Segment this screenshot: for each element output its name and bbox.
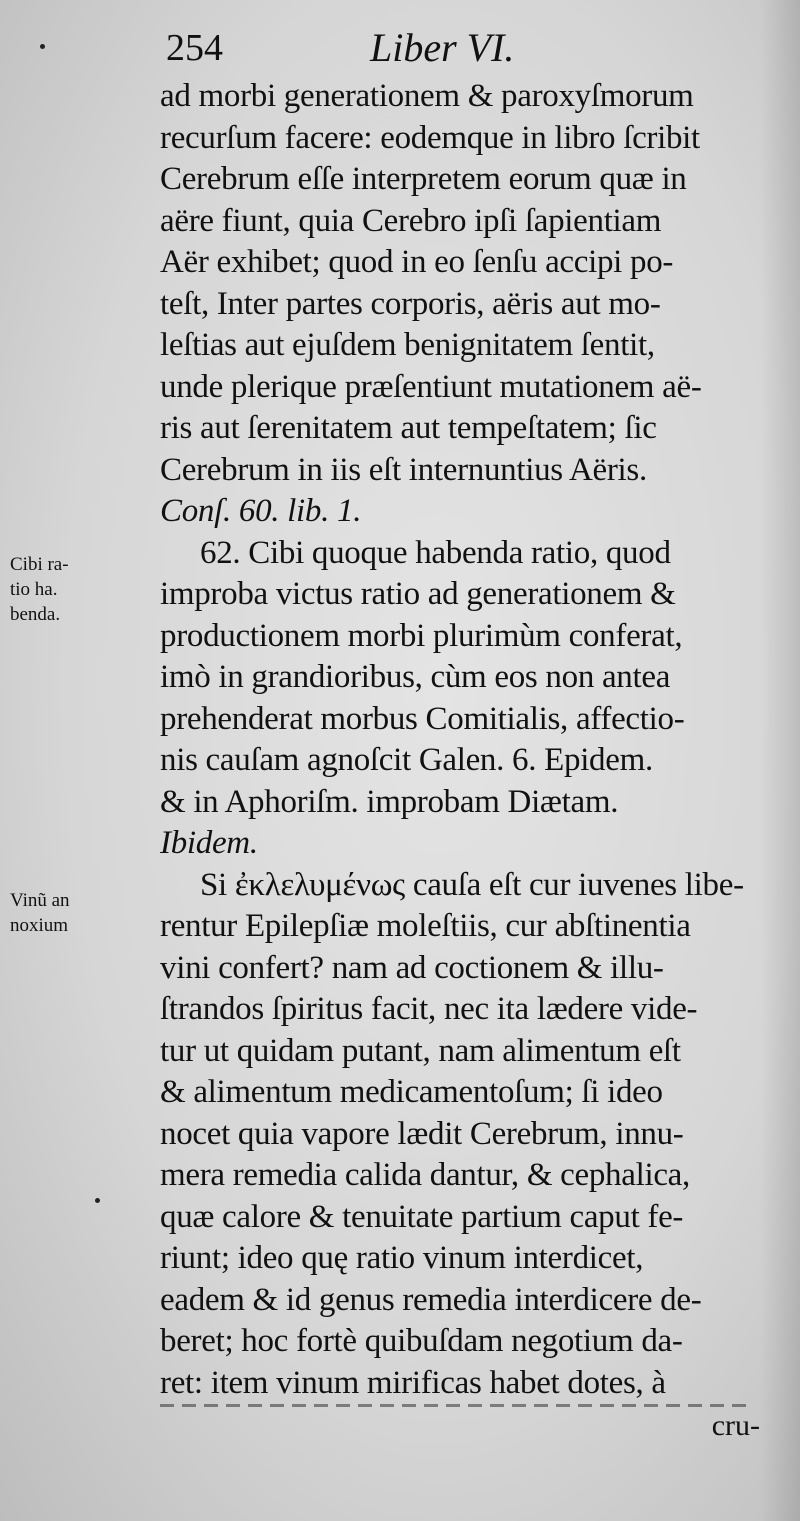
text-line: prehenderat morbus Comitialis, affectio- [160, 700, 685, 737]
text-line: vini confert? nam ad coctionem & illu- [160, 949, 664, 986]
text-line: Cerebrum eſſe interpretem eorum quæ in [160, 161, 687, 197]
text-line: Cerebrum in iis eſt internuntius Aëris. [160, 451, 647, 488]
text-line: beret; hoc fortè quibuſdam negotium da- [160, 1323, 683, 1359]
text-line: mera remedia calida dantur, & cephalica, [160, 1157, 690, 1193]
text-line: imò in grandioribus, cùm eos non antea [160, 659, 671, 695]
text-line: nis cauſam agnoſcit Galen. 6. Epidem. [160, 742, 653, 778]
text-line: rentur Epilepſiæ moleſtiis, cur abſtinentia [160, 908, 691, 944]
text-line: improba victus ratio ad generationem & [160, 576, 676, 612]
margin-note-line: benda. [10, 604, 61, 625]
margin-note-line: Cibi ra- [10, 554, 69, 575]
margin-note-vinum [10, 888, 160, 938]
margin-note-cibi [10, 552, 160, 627]
margin-note-line: noxium [10, 915, 69, 936]
ink-speck [95, 1198, 100, 1203]
text-line: aëre fiunt, quia Cerebro ipſi ſapientiam [160, 202, 662, 239]
margin-note-line: tio ha. [10, 579, 58, 600]
page-number: 254 [166, 27, 223, 69]
text-line: unde plerique præſentiunt mutationem aë- [160, 368, 702, 405]
text-line: productionem morbi plurimùm conferat, [160, 617, 683, 654]
text-line: leſtias aut ejuſdem benignitatem ſentit, [160, 327, 655, 363]
page-header [160, 22, 760, 74]
catchword: cru- [711, 1409, 760, 1442]
text-line: & in Aphoriſm. improbam Diætam. [160, 783, 619, 820]
text-line: riunt; ideo quę ratio vinum interdicet, [160, 1240, 644, 1276]
text-line: ſtrandos ſpiritus facit, nec ita lædere vide- [160, 991, 698, 1027]
paragraph-start-si: Si ἐκλελυμένως cauſa eſt cur iuvenes libe- [200, 866, 744, 903]
text-line: quæ calore & tenuitate partium caput fe- [160, 1198, 684, 1235]
text-line: tur ut quidam putant, nam alimentum eſt [160, 1032, 681, 1069]
body-text [160, 76, 768, 1404]
text-line: eadem & id genus remedia interdicere de- [160, 1281, 702, 1318]
bleed-through-line [160, 1404, 750, 1407]
text-line: nocet quia vapore lædit Cerebrum, innu- [160, 1115, 684, 1152]
text-line: Aër exhibet; quod in eo ſenſu accipi po- [160, 244, 674, 280]
paragraph-start-62: 62. Cibi quoque habenda ratio, quod [200, 534, 671, 571]
text-line: ret: item vinum mirificas habet dotes, à [160, 1364, 666, 1401]
text-line: ris aut ſerenitatem aut tempeſtatem; ſic [160, 410, 657, 446]
running-title: Liber VI. [370, 25, 515, 70]
text-line: ad morbi generationem & paroxyſmorum [160, 78, 694, 114]
citation-line: Conſ. 60. lib. 1. [160, 493, 362, 529]
ink-speck [40, 44, 45, 49]
margin-note-line: Vinũ an [10, 890, 70, 911]
text-line: recurſum facere: eodemque in libro ſcribit [160, 119, 700, 156]
text-line: & alimentum medicamentoſum; ſi ideo [160, 1074, 663, 1110]
text-line: teſt, Inter partes corporis, aëris aut mo- [160, 285, 661, 322]
citation-line: Ibidem. [160, 825, 258, 861]
